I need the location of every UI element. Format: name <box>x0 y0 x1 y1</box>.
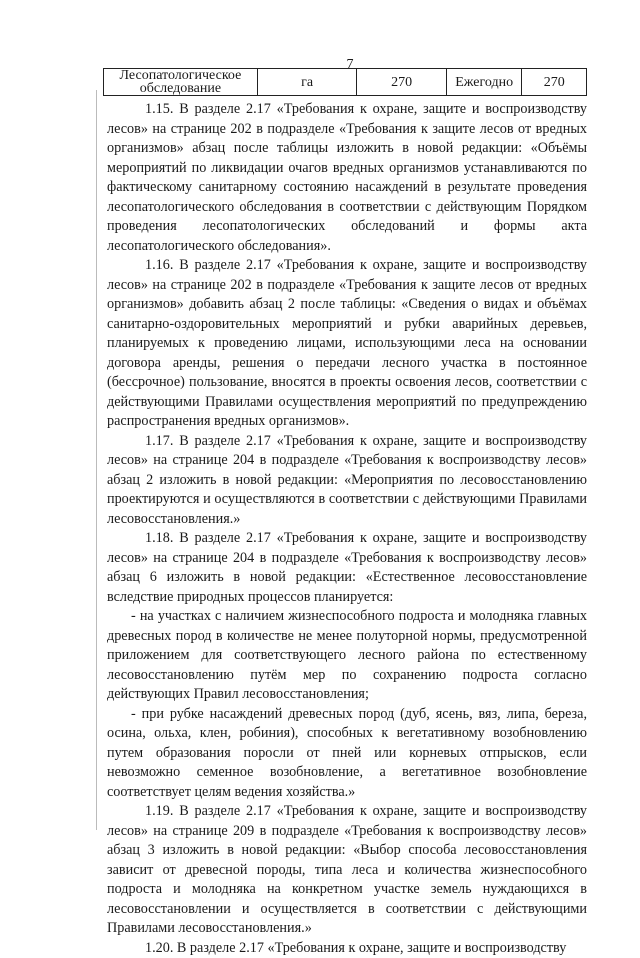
table-cell: Лесопатологическое обследование <box>104 69 258 96</box>
table-cell: 270 <box>522 69 587 96</box>
paragraph: - при рубке насаждений древесных пород (дуб, ясень, вяз, липа, береза, осина, ольха, клен, робиния), способных к вегетативному возобновлению путем образования поросли от пней или корневых отпрысков, если невозможно семенное возобновление, а вегетативное возобновление соответствует целям ведения хозяйства.» <box>107 705 587 803</box>
paragraph: - на участках с наличием жизнеспособного подроста и молодняка главных древесных пород в количестве не менее полуторной нормы, предусмотренной приложением для соответствующего лесного района по естественному лесовосстановлению путём мер по сохранению подроста согласно действующих Правил лесовосстановления; <box>107 607 587 705</box>
paragraph: 1.16. В разделе 2.17 «Требования к охране, защите и воспроизводству лесов» на странице 202 в подразделе «Требования к защите лесов от вредных организмов» добавить абзац 2 после таблицы: «Сведения о видах и объёмах санитарно-оздоровительных мероприятий и рубки аварийных деревьев, планируемых к проведению лицами, использующими леса на основании договора аренды, решения о передачи лесного участка в постоянное (бессрочное) пользование, вносятся в проекты освоения лесов, соответствии с действующими Правилами осуществления мероприятий по предупреждению распространения вредных организмов». <box>107 256 587 432</box>
paragraph: 1.17. В разделе 2.17 «Требования к охране, защите и воспроизводству лесов» на странице 204 в подразделе «Требования к воспроизводству лесов» абзац 2 изложить в новой редакции: «Мероприятия по лесовосстановлению проектируются и осуществляются в соответствии с действующими Правилами лесовосстановления.» <box>107 432 587 530</box>
table-cell: Ежегодно <box>446 69 522 96</box>
paragraph: 1.15. В разделе 2.17 «Требования к охране, защите и воспроизводству лесов» на странице 202 в подразделе «Требования к защите лесов от вредных организмов» абзац после таблицы изложить в новой редакции: «Объёмы мероприятий по ликвидации очагов вредных организмов устанавливаются по фактическому санитарному состоянию насаждений в результате проведения лесопатологического обследования в соответствии с действующим Порядком проведения лесопатологических обследований и формы акта лесопатологического обследования». <box>107 100 587 256</box>
margin-line <box>96 90 97 830</box>
document-body <box>107 100 587 958</box>
page-number: 7 <box>0 57 640 73</box>
table-row <box>104 69 587 96</box>
paragraph: 1.19. В разделе 2.17 «Требования к охране, защите и воспроизводству лесов» на странице 209 в подразделе «Требования к воспроизводству лесов» абзац 3 изложить в новой редакции: «Выбор способа лесовосстановления зависит от древесной породы, типа леса и количества жизнеспособного подроста и молодняка на конкретном участке земель нуждающихся в лесовосстановлении и осуществляется в соответствии с действующими Правилами лесовосстановления.» <box>107 802 587 939</box>
activity-table <box>103 68 587 96</box>
paragraph: 1.18. В разделе 2.17 «Требования к охране, защите и воспроизводству лесов» на странице 204 в подразделе «Требования к воспроизводству лесов» абзац 6 изложить в новой редакции: «Естественное лесовосстановление вследствие природных процессов планируется: <box>107 529 587 607</box>
paragraph: 1.20. В разделе 2.17 «Требования к охране, защите и воспроизводству <box>107 939 587 958</box>
table-cell: га <box>257 69 356 96</box>
table-cell: 270 <box>357 69 447 96</box>
